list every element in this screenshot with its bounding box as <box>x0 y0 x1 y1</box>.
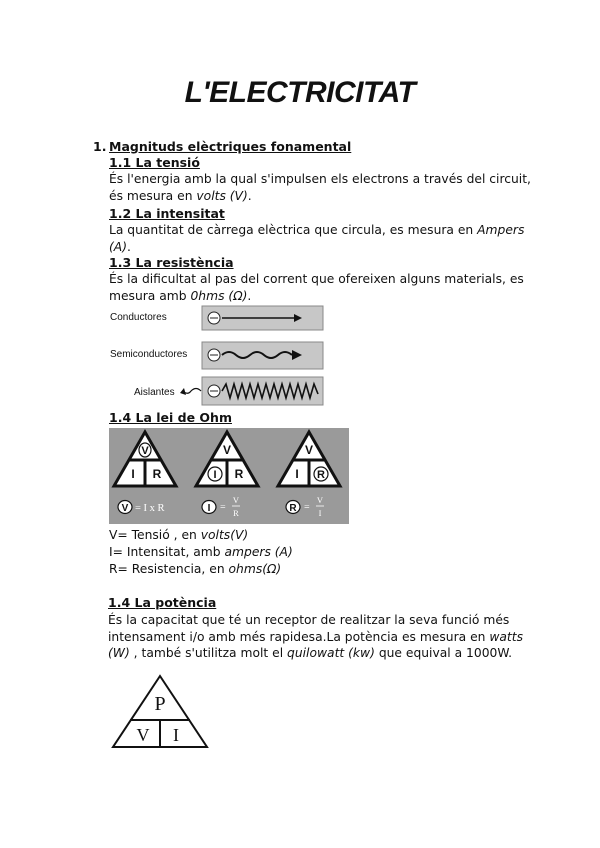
power-text-1: És la capacitat que té un receptor de realitzar la seva funció més intensament i/o amb més rapidesa.La potència es mesura en <box>108 613 510 644</box>
formula-equals: = <box>220 502 226 513</box>
formula-symbol: R <box>289 503 297 514</box>
power-letter-v: V <box>136 725 150 745</box>
power-letter-p: P <box>154 693 166 715</box>
ohm-heading: 1.4 La lei de Ohm <box>109 410 232 425</box>
arrow-head-icon <box>180 388 186 395</box>
formula-symbol: I <box>207 503 211 514</box>
formula-denominator: I <box>318 508 322 518</box>
intensity-text: La quantitat de càrrega elèctrica que circula, es mesura en <box>109 223 478 237</box>
resistance-end: . <box>247 288 252 303</box>
tension-paragraph <box>109 171 534 204</box>
triangle-letter-i: I <box>131 467 135 481</box>
formula-equals: = <box>304 502 310 513</box>
resistance-unit: 0hms (Ω) <box>190 288 248 303</box>
electron-icon <box>208 312 220 324</box>
legend-label: R= Resistencia, en <box>109 562 229 576</box>
power-letter-i: I <box>173 725 179 745</box>
electron-icon <box>208 349 220 361</box>
section-number: 1. <box>93 139 107 154</box>
intensity-paragraph <box>109 222 534 255</box>
legend-line-i <box>109 545 293 559</box>
material-label-insulator: Aislantes <box>134 387 175 398</box>
triangle-letter-v: V <box>222 443 232 457</box>
tension-end: . <box>247 188 252 203</box>
bounce-arrow <box>184 389 201 394</box>
ohm-law-figure <box>109 428 349 524</box>
power-text-3: que equival a 1000W. <box>374 646 513 660</box>
formula-denominator: R <box>233 508 239 518</box>
tension-unit: volts (V) <box>196 188 248 203</box>
triangle-letter-v: V <box>304 443 314 457</box>
legend-label: I= Intensitat, amb <box>109 545 225 559</box>
power-unit-kw: quilowatt (kw) <box>287 646 375 660</box>
triangle-letter-r: R <box>152 467 162 481</box>
material-label-semiconductor: Semiconductores <box>110 349 188 360</box>
power-text-2: , també s'utilitza molt el <box>129 646 288 660</box>
legend-label: V= Tensió , en <box>109 528 201 542</box>
power-triangle <box>110 674 210 750</box>
legend-line-v <box>109 528 248 542</box>
electron-icon <box>208 385 220 397</box>
power-unit-watts: watts (W) <box>108 629 523 660</box>
formula-text: = I x R <box>135 503 165 514</box>
materials-figure <box>108 304 330 408</box>
power-heading: 1.4 La potència <box>108 595 217 610</box>
intensity-unit: Ampers (A) <box>109 223 525 254</box>
triangle-letter-v: V <box>141 445 149 457</box>
resistance-heading: 1.3 La resistència <box>109 255 234 270</box>
tension-text: És l'energia amb la qual s'impulsen els electrons a través del circuit, és mesura en <box>109 172 531 203</box>
page-title: L'ELECTRICITAT <box>184 76 416 109</box>
triangle-letter-i: I <box>213 469 217 481</box>
legend-unit: volts(V) <box>200 528 249 542</box>
material-label-conductor: Conductores <box>110 312 167 323</box>
intensity-heading: 1.2 La intensitat <box>109 206 225 221</box>
tension-heading: 1.1 La tensió <box>109 155 200 170</box>
formula-numerator: V <box>316 495 324 505</box>
intensity-end: . <box>127 239 131 254</box>
section-heading: Magnituds elèctriques fonamental <box>109 139 352 154</box>
formula-v <box>118 501 165 515</box>
legend-unit: ohms(Ω) <box>228 562 282 576</box>
power-paragraph <box>108 612 528 662</box>
resistance-text: És la dificultat al pas del corrent que ofereixen alguns materials, es mesura amb <box>109 272 524 303</box>
legend-line-r <box>109 562 281 576</box>
triangle-letter-r: R <box>317 469 325 481</box>
triangle-letter-i: I <box>295 467 299 481</box>
formula-numerator: V <box>232 495 240 505</box>
resistance-paragraph <box>109 271 534 304</box>
formula-symbol: V <box>121 503 129 514</box>
triangle-letter-r: R <box>234 467 244 481</box>
legend-unit: ampers (A) <box>224 545 293 559</box>
